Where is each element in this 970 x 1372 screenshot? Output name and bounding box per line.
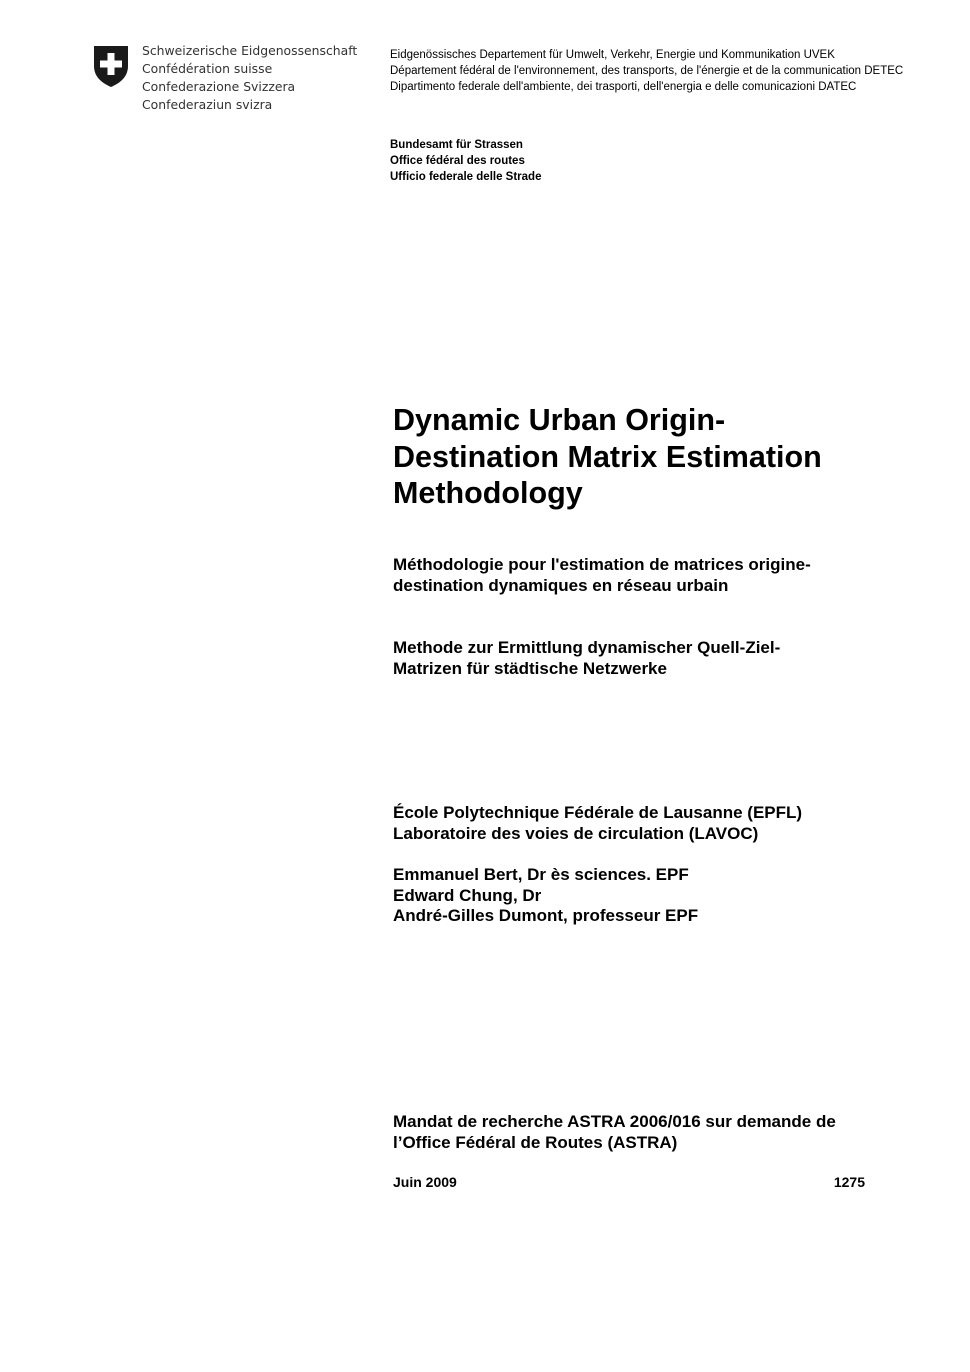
institution-name: École Polytechnique Fédérale de Lausanne (EPFL): [393, 803, 803, 822]
federal-logo: [92, 44, 357, 114]
report-footer: [393, 1173, 865, 1191]
institution-block: [393, 803, 802, 844]
department-line-it: Dipartimento federale dell'ambiente, dei trasporti, dell'energia e delle comunicazioni DATEC: [390, 81, 857, 94]
office-line-it: Ufficio federale delle Strade: [390, 171, 542, 184]
author-name: Emmanuel Bert, Dr ès sciences. EPF: [393, 865, 689, 884]
subtitle-german: Methode zur Ermittlung dynamischer Quell-Ziel-Matrizen für städtische Netzwerke: [393, 638, 781, 678]
publication-date: Juin 2009: [393, 1174, 457, 1190]
confederation-names: [142, 42, 357, 114]
office-line-de: Bundesamt für Strassen: [390, 139, 523, 151]
swiss-shield-icon: [92, 44, 130, 88]
confederation-name-de: Schweizerische Eidgenossenschaft: [142, 43, 358, 58]
research-mandate: Mandat de recherche ASTRA 2006/016 sur demande de l’Office Fédéral de Routes (ASTRA): [393, 1112, 836, 1152]
department-line-de: Eidgenössisches Departement für Umwelt, Verkehr, Energie und Kommunikation UVEK: [390, 49, 835, 61]
department-line-fr: Département fédéral de l'environnement, des transports, de l'énergie et de la communication DETEC: [390, 65, 904, 78]
confederation-name-rm: Confederaziun svizra: [142, 97, 273, 112]
department-block: [390, 47, 910, 96]
confederation-name-fr: Confédération suisse: [142, 61, 273, 76]
confederation-name-it: Confederazione Svizzera: [142, 79, 296, 94]
laboratory-name: Laboratoire des voies de circulation (LAVOC): [393, 823, 759, 843]
report-number: 1275: [833, 1174, 865, 1190]
report-title: Dynamic Urban Origin-Destination Matrix Estimation Methodology: [393, 403, 822, 510]
office-line-fr: Office fédéral des routes: [390, 155, 525, 168]
author-name: Edward Chung, Dr: [393, 885, 542, 905]
subtitle-french: Méthodologie pour l'estimation de matrices origine-destination dynamiques en réseau urbain: [393, 555, 811, 595]
authors-block: [393, 865, 698, 927]
office-block: [390, 137, 541, 186]
author-name: André-Gilles Dumont, professeur EPF: [393, 906, 699, 925]
